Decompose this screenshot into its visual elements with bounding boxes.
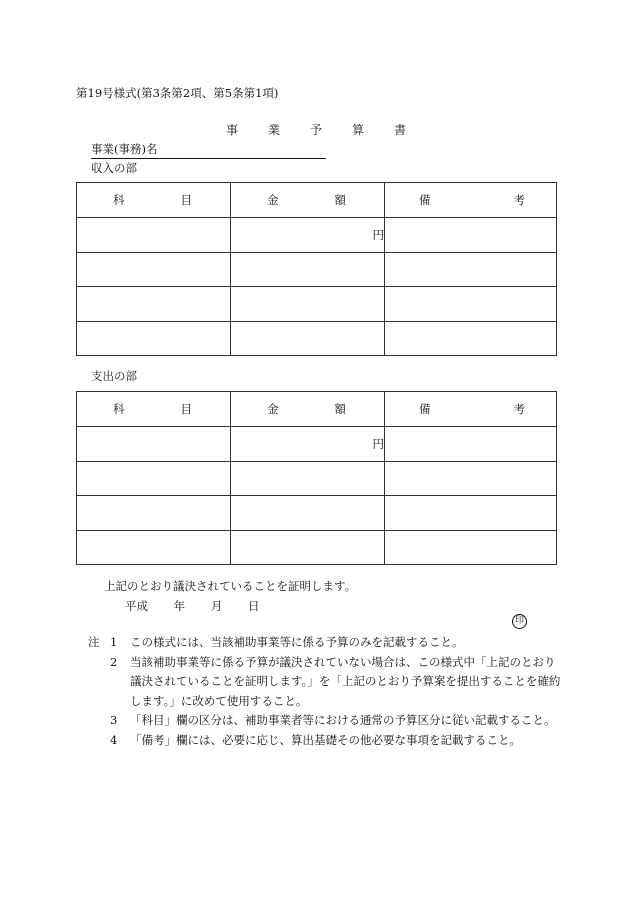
remarks-cell[interactable]: [385, 427, 557, 462]
date-year: 年: [173, 599, 186, 613]
amount-cell[interactable]: [231, 461, 385, 496]
yen-unit: 円: [372, 227, 384, 242]
remarks-cell[interactable]: [385, 496, 557, 531]
income-table: [76, 182, 557, 356]
table-header-row: [77, 183, 557, 218]
date-month: 月: [210, 599, 223, 613]
expense-table: [76, 391, 557, 565]
amount-cell[interactable]: [231, 287, 385, 322]
amount-cell[interactable]: [231, 427, 385, 462]
table-row: [77, 321, 557, 356]
certification-statement: 上記のとおり議決されていることを証明します。: [104, 579, 357, 593]
remarks-cell[interactable]: [385, 252, 557, 287]
header-amount: 金 額: [231, 392, 385, 427]
title-char: 算: [351, 123, 364, 137]
income-section-label: 収入の部: [91, 161, 137, 175]
header-remarks: 備 考: [385, 392, 557, 427]
date-era: 平成: [125, 599, 148, 613]
header-subject: 科 目: [77, 392, 231, 427]
amount-cell[interactable]: [231, 218, 385, 253]
note-text: 「科目」欄の区分は、補助事業者等における通常の予算区分に従い記載すること。: [130, 713, 556, 727]
remarks-cell[interactable]: [385, 461, 557, 496]
header-remarks: 備 考: [385, 183, 557, 218]
date-day: 日: [247, 599, 260, 613]
amount-cell[interactable]: [231, 496, 385, 531]
table-row: [77, 218, 557, 253]
subject-cell[interactable]: [77, 427, 231, 462]
note-text: 当該補助事業等に係る予算が議決されていない場合は、この様式中「上記のとおり議決されていることを証明します。」を「上記のとおり予算案を提出することを確約します。」に改めて使用すること。: [130, 654, 561, 708]
subject-cell[interactable]: [77, 252, 231, 287]
note-item: [88, 711, 565, 731]
table-row: [77, 461, 557, 496]
note-number: 1: [110, 635, 118, 649]
amount-cell[interactable]: [231, 321, 385, 356]
table-row: [77, 287, 557, 322]
subject-cell[interactable]: [77, 218, 231, 253]
note-item: [88, 731, 565, 751]
note-text: この様式には、当該補助事業等に係る予算のみを記載すること。: [130, 635, 464, 649]
title-char: 書: [393, 123, 406, 137]
table-row: [77, 530, 557, 565]
notes-section: [88, 633, 565, 750]
yen-unit: 円: [372, 436, 384, 451]
date-line: [125, 598, 281, 614]
title-char: 予: [309, 123, 322, 137]
seal-mark: 印: [512, 614, 527, 629]
table-row: [77, 252, 557, 287]
note-item: [88, 653, 565, 712]
title-char: 業: [267, 123, 280, 137]
expense-section-label: 支出の部: [91, 369, 137, 383]
document-title: [226, 121, 406, 138]
amount-cell[interactable]: [231, 252, 385, 287]
header-amount: 金 額: [231, 183, 385, 218]
table-row: [77, 427, 557, 462]
organization-label: 事業(事務)名: [91, 142, 158, 156]
subject-cell[interactable]: [77, 530, 231, 565]
form-number: 第19号様式(第3条第2項、第5条第1項): [76, 86, 279, 100]
header-subject: 科 目: [77, 183, 231, 218]
amount-cell[interactable]: [231, 530, 385, 565]
title-char: 事: [226, 123, 239, 137]
subject-cell[interactable]: [77, 321, 231, 356]
remarks-cell[interactable]: [385, 321, 557, 356]
subject-cell[interactable]: [77, 461, 231, 496]
subject-cell[interactable]: [77, 496, 231, 531]
remarks-cell[interactable]: [385, 218, 557, 253]
organization-name-field[interactable]: [91, 141, 326, 159]
notes-label: 注: [88, 635, 100, 649]
note-number: 3: [110, 713, 118, 727]
subject-cell[interactable]: [77, 287, 231, 322]
remarks-cell[interactable]: [385, 530, 557, 565]
note-item: [88, 633, 565, 653]
note-number: 4: [110, 732, 118, 747]
remarks-cell[interactable]: [385, 287, 557, 322]
note-number: 2: [110, 654, 118, 669]
table-header-row: [77, 392, 557, 427]
note-text: 「備考」欄には、必要に応じ、算出基礎その他必要な事項を記載すること。: [130, 732, 521, 747]
table-row: [77, 496, 557, 531]
